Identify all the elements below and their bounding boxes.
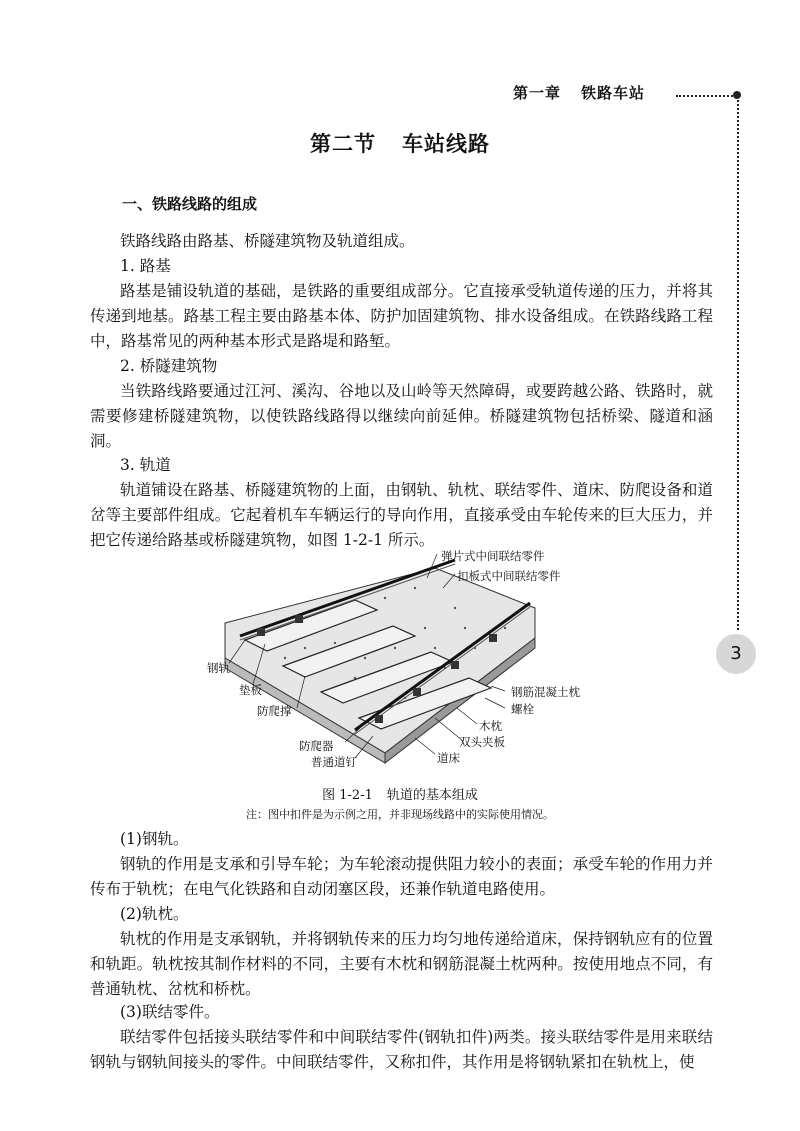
item-fastening-text: 联结零件包括接头联结零件和中间联结零件(钢轨扣件)两类。接头联结零件是用来联结钢轨与钢轨间接头的零件。中间联结零件，又称扣件，其作用是将钢轨紧扣在轨枕上，使 [90, 1028, 713, 1071]
label-track-spike: 普通道钉 [311, 755, 357, 769]
item-sleeper-text: 轨枕的作用是支承钢轨，并将钢轨传来的压力均匀地传递给道床，保持钢轨应有的位置和轨距。轨枕按其制作材料的不同，主要有木枕和钢筋混凝土枕两种。按使用地点不同，有普通轨枕、岔枕和桥枕。 [90, 930, 713, 998]
paragraph-subgrade: 路基是铺设轨道的基础，是铁路的重要组成部分。它直接承受轨道传递的压力，并将其传递到地基。路基工程主要由路基本体、防护加固建筑物、排水设备组成。在铁路线路工程中，路基常见的两种基本形式是路堤和路堑。 [90, 282, 713, 350]
label-ballast-bed: 道床 [437, 751, 460, 765]
label-bolt: 螺栓 [511, 702, 534, 716]
label-rail: 钢轨 [207, 661, 230, 675]
section-name: 车站线路 [402, 132, 490, 156]
chapter-number: 第一章 [513, 84, 562, 102]
item-rail-text: 钢轨的作用是支承和引导车轮；为车轮滚动提供阻力较小的表面；承受车轮的作用力并传布于轨枕；在电气化铁路和自动闭塞区段，还兼作轨道电路使用。 [90, 855, 713, 898]
item-rail-title: (1)钢轨。 [120, 830, 189, 848]
section-number: 第二节 [310, 132, 376, 156]
running-header [513, 82, 645, 103]
label-anticreeper: 防爬器 [299, 739, 334, 753]
section-title [0, 128, 800, 158]
subheading-bridges-tunnels: 2. 桥隧建筑物 [120, 357, 218, 375]
figure-number: 图 1-2-1 [322, 788, 373, 803]
figure-title: 轨道的基本组成 [386, 788, 478, 803]
label-plate-fastener: 扣板式中间联结零件 [457, 569, 561, 583]
margin-dotted-rule [737, 95, 739, 630]
chapter-title: 铁路车站 [581, 84, 646, 102]
item-sleeper-title: (2)轨枕。 [120, 905, 189, 923]
label-wood-sleeper: 木枕 [479, 719, 502, 733]
subheading-track: 3. 轨道 [120, 456, 171, 474]
label-concrete-sleeper: 钢筋混凝土枕 [511, 685, 580, 699]
label-double-splice-bar: 双头夹板 [459, 735, 505, 749]
track-illustration [205, 548, 625, 773]
subheading-subgrade: 1. 路基 [120, 257, 171, 275]
track-components-figure [205, 548, 625, 773]
page-number-badge: 3 [716, 634, 756, 674]
figure-note: 注：图中扣件是为示例之用，并非现场线路中的实际使用情况。 [246, 808, 554, 821]
paragraph-track: 轨道铺设在路基、桥隧建筑物的上面，由钢轨、轨枕、联结零件、道床、防爬设备和道岔等主要部件组成。它起着机车车辆运行的导向作用，直接承受由车轮传来的巨大压力，并把它传递给路基或桥隧建筑物，如图 1-2-1 所示。 [90, 481, 713, 549]
heading-railway-line-composition: 一、铁路线路的组成 [122, 195, 258, 213]
figure-caption [0, 784, 800, 803]
header-dotted-rule [676, 95, 736, 97]
label-anticreep-brace: 防爬撑 [257, 704, 292, 718]
intro-paragraph: 铁路线路由路基、桥隧建筑物及轨道组成。 [120, 232, 415, 250]
label-elastic-clip-fastener: 弹片式中间联结零件 [441, 549, 545, 563]
item-fastening-title: (3)联结零件。 [120, 1003, 220, 1021]
label-tie-plate: 垫板 [239, 683, 262, 697]
paragraph-bridges-tunnels: 当铁路线路要通过江河、溪沟、谷地以及山岭等天然障碍，或要跨越公路、铁路时，就需要修建桥隧建筑物，以使铁路线路得以继续向前延伸。桥隧建筑物包括桥梁、隧道和涵洞。 [90, 382, 713, 450]
